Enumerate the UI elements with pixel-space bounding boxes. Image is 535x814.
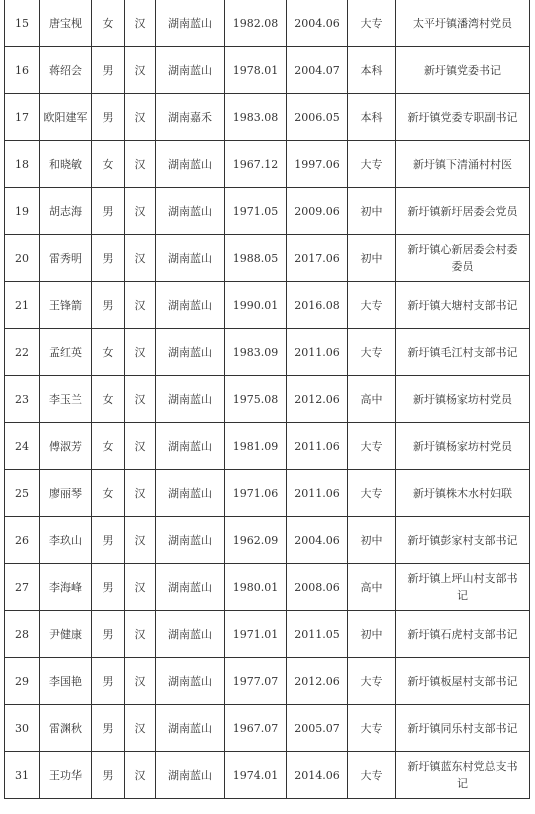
ethnicity-cell: 汉 [125, 470, 156, 517]
birth-date-cell: 1981.09 [225, 423, 287, 470]
position-cell: 新圩镇同乐村支部书记 [396, 705, 530, 752]
origin-cell: 湖南蓝山 [156, 564, 225, 611]
name-cell: 李国艳 [40, 658, 92, 705]
work-start-date-cell: 2009.06 [287, 188, 348, 235]
gender-cell: 男 [92, 47, 125, 94]
table-row [5, 0, 530, 47]
origin-cell: 湖南蓝山 [156, 47, 225, 94]
ethnicity-cell: 汉 [125, 611, 156, 658]
name-cell: 唐宝枧 [40, 0, 92, 47]
gender-cell: 女 [92, 423, 125, 470]
name-cell: 尹健康 [40, 611, 92, 658]
name-cell: 李玖山 [40, 517, 92, 564]
row-number-cell: 17 [5, 94, 40, 141]
work-start-date-cell: 2014.06 [287, 752, 348, 799]
education-cell: 本科 [348, 94, 396, 141]
ethnicity-cell: 汉 [125, 47, 156, 94]
name-cell: 蒋绍会 [40, 47, 92, 94]
table-row [5, 470, 530, 517]
member-roster-table [4, 0, 530, 799]
position-cell: 新圩镇心新居委会村委委员 [396, 235, 530, 282]
gender-cell: 男 [92, 282, 125, 329]
gender-cell: 男 [92, 94, 125, 141]
gender-cell: 男 [92, 705, 125, 752]
position-cell: 新圩镇上坪山村支部书记 [396, 564, 530, 611]
position-cell: 新圩镇杨家坊村党员 [396, 423, 530, 470]
work-start-date-cell: 2006.05 [287, 94, 348, 141]
table-row [5, 376, 530, 423]
table-row [5, 235, 530, 282]
birth-date-cell: 1988.05 [225, 235, 287, 282]
birth-date-cell: 1983.08 [225, 94, 287, 141]
name-cell: 李玉兰 [40, 376, 92, 423]
gender-cell: 男 [92, 188, 125, 235]
birth-date-cell: 1974.01 [225, 752, 287, 799]
position-cell: 新圩镇株木水村妇联 [396, 470, 530, 517]
work-start-date-cell: 2017.06 [287, 235, 348, 282]
ethnicity-cell: 汉 [125, 0, 156, 47]
education-cell: 大专 [348, 141, 396, 188]
position-cell: 新圩镇党委书记 [396, 47, 530, 94]
birth-date-cell: 1975.08 [225, 376, 287, 423]
work-start-date-cell: 2011.06 [287, 329, 348, 376]
education-cell: 大专 [348, 329, 396, 376]
table-row [5, 282, 530, 329]
position-cell: 新圩镇新圩居委会党员 [396, 188, 530, 235]
origin-cell: 湖南嘉禾 [156, 94, 225, 141]
origin-cell: 湖南蓝山 [156, 141, 225, 188]
origin-cell: 湖南蓝山 [156, 470, 225, 517]
row-number-cell: 26 [5, 517, 40, 564]
row-number-cell: 21 [5, 282, 40, 329]
origin-cell: 湖南蓝山 [156, 423, 225, 470]
name-cell: 廖丽琴 [40, 470, 92, 517]
gender-cell: 女 [92, 141, 125, 188]
gender-cell: 男 [92, 517, 125, 564]
ethnicity-cell: 汉 [125, 752, 156, 799]
birth-date-cell: 1977.07 [225, 658, 287, 705]
origin-cell: 湖南蓝山 [156, 611, 225, 658]
education-cell: 初中 [348, 235, 396, 282]
ethnicity-cell: 汉 [125, 188, 156, 235]
birth-date-cell: 1971.06 [225, 470, 287, 517]
education-cell: 本科 [348, 47, 396, 94]
name-cell: 胡志海 [40, 188, 92, 235]
ethnicity-cell: 汉 [125, 705, 156, 752]
table-row [5, 423, 530, 470]
row-number-cell: 22 [5, 329, 40, 376]
table-row [5, 141, 530, 188]
birth-date-cell: 1982.08 [225, 0, 287, 47]
birth-date-cell: 1971.01 [225, 611, 287, 658]
education-cell: 大专 [348, 470, 396, 517]
ethnicity-cell: 汉 [125, 235, 156, 282]
position-cell: 新圩镇板屋村支部书记 [396, 658, 530, 705]
row-number-cell: 16 [5, 47, 40, 94]
row-number-cell: 19 [5, 188, 40, 235]
position-cell: 新圩镇彭家村支部书记 [396, 517, 530, 564]
row-number-cell: 31 [5, 752, 40, 799]
ethnicity-cell: 汉 [125, 282, 156, 329]
row-number-cell: 29 [5, 658, 40, 705]
gender-cell: 女 [92, 0, 125, 47]
position-cell: 新圩镇大塘村支部书记 [396, 282, 530, 329]
origin-cell: 湖南蓝山 [156, 517, 225, 564]
education-cell: 高中 [348, 564, 396, 611]
origin-cell: 湖南蓝山 [156, 658, 225, 705]
education-cell: 大专 [348, 282, 396, 329]
gender-cell: 男 [92, 235, 125, 282]
origin-cell: 湖南蓝山 [156, 329, 225, 376]
origin-cell: 湖南蓝山 [156, 235, 225, 282]
name-cell: 傅淑芳 [40, 423, 92, 470]
table-row [5, 611, 530, 658]
gender-cell: 男 [92, 564, 125, 611]
row-number-cell: 18 [5, 141, 40, 188]
row-number-cell: 23 [5, 376, 40, 423]
position-cell: 新圩镇石虎村支部书记 [396, 611, 530, 658]
gender-cell: 男 [92, 611, 125, 658]
position-cell: 太平圩镇潘湾村党员 [396, 0, 530, 47]
work-start-date-cell: 2012.06 [287, 376, 348, 423]
row-number-cell: 27 [5, 564, 40, 611]
education-cell: 初中 [348, 188, 396, 235]
table-row [5, 517, 530, 564]
work-start-date-cell: 2005.07 [287, 705, 348, 752]
position-cell: 新圩镇蓝东村党总支书记 [396, 752, 530, 799]
education-cell: 大专 [348, 423, 396, 470]
birth-date-cell: 1962.09 [225, 517, 287, 564]
birth-date-cell: 1967.12 [225, 141, 287, 188]
ethnicity-cell: 汉 [125, 423, 156, 470]
education-cell: 初中 [348, 517, 396, 564]
name-cell: 雷秀明 [40, 235, 92, 282]
row-number-cell: 24 [5, 423, 40, 470]
ethnicity-cell: 汉 [125, 376, 156, 423]
origin-cell: 湖南蓝山 [156, 752, 225, 799]
name-cell: 李海峰 [40, 564, 92, 611]
roster-body [5, 0, 530, 799]
row-number-cell: 20 [5, 235, 40, 282]
table-row [5, 188, 530, 235]
work-start-date-cell: 1997.06 [287, 141, 348, 188]
work-start-date-cell: 2012.06 [287, 658, 348, 705]
work-start-date-cell: 2004.07 [287, 47, 348, 94]
birth-date-cell: 1971.05 [225, 188, 287, 235]
gender-cell: 女 [92, 376, 125, 423]
gender-cell: 男 [92, 658, 125, 705]
name-cell: 欧阳建军 [40, 94, 92, 141]
education-cell: 大专 [348, 752, 396, 799]
position-cell: 新圩镇毛江村支部书记 [396, 329, 530, 376]
work-start-date-cell: 2008.06 [287, 564, 348, 611]
gender-cell: 女 [92, 329, 125, 376]
row-number-cell: 28 [5, 611, 40, 658]
education-cell: 大专 [348, 705, 396, 752]
table-row [5, 94, 530, 141]
table-row [5, 47, 530, 94]
name-cell: 和晓敏 [40, 141, 92, 188]
ethnicity-cell: 汉 [125, 329, 156, 376]
name-cell: 孟红英 [40, 329, 92, 376]
ethnicity-cell: 汉 [125, 94, 156, 141]
education-cell: 初中 [348, 611, 396, 658]
row-number-cell: 25 [5, 470, 40, 517]
origin-cell: 湖南蓝山 [156, 188, 225, 235]
gender-cell: 男 [92, 752, 125, 799]
origin-cell: 湖南蓝山 [156, 282, 225, 329]
birth-date-cell: 1967.07 [225, 705, 287, 752]
name-cell: 王锋箭 [40, 282, 92, 329]
table-row [5, 329, 530, 376]
ethnicity-cell: 汉 [125, 517, 156, 564]
table-row [5, 564, 530, 611]
table-row [5, 705, 530, 752]
position-cell: 新圩镇杨家坊村党员 [396, 376, 530, 423]
work-start-date-cell: 2011.06 [287, 423, 348, 470]
position-cell: 新圩镇下清涌村村医 [396, 141, 530, 188]
birth-date-cell: 1983.09 [225, 329, 287, 376]
origin-cell: 湖南蓝山 [156, 376, 225, 423]
row-number-cell: 30 [5, 705, 40, 752]
name-cell: 王功华 [40, 752, 92, 799]
row-number-cell: 15 [5, 0, 40, 47]
birth-date-cell: 1990.01 [225, 282, 287, 329]
education-cell: 大专 [348, 658, 396, 705]
gender-cell: 女 [92, 470, 125, 517]
position-cell: 新圩镇党委专职副书记 [396, 94, 530, 141]
birth-date-cell: 1978.01 [225, 47, 287, 94]
origin-cell: 湖南蓝山 [156, 705, 225, 752]
table-row [5, 752, 530, 799]
ethnicity-cell: 汉 [125, 658, 156, 705]
work-start-date-cell: 2011.05 [287, 611, 348, 658]
table-row [5, 658, 530, 705]
name-cell: 雷渊秋 [40, 705, 92, 752]
work-start-date-cell: 2004.06 [287, 517, 348, 564]
work-start-date-cell: 2004.06 [287, 0, 348, 47]
work-start-date-cell: 2011.06 [287, 470, 348, 517]
work-start-date-cell: 2016.08 [287, 282, 348, 329]
ethnicity-cell: 汉 [125, 141, 156, 188]
ethnicity-cell: 汉 [125, 564, 156, 611]
birth-date-cell: 1980.01 [225, 564, 287, 611]
education-cell: 高中 [348, 376, 396, 423]
education-cell: 大专 [348, 0, 396, 47]
origin-cell: 湖南蓝山 [156, 0, 225, 47]
